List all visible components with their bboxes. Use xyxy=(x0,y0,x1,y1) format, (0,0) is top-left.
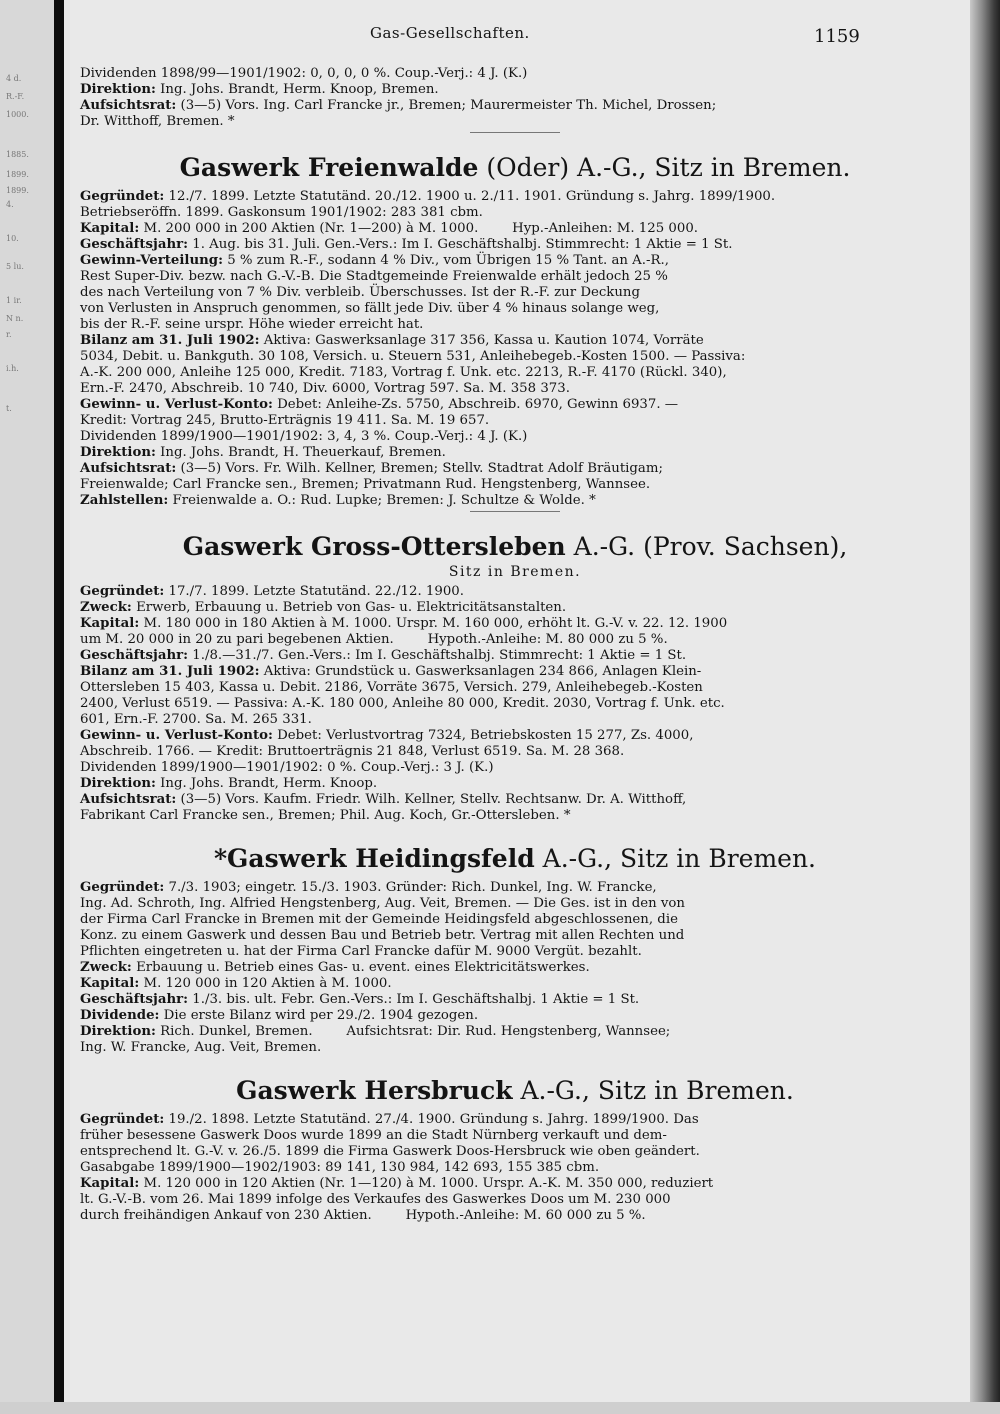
text-line: Direktion: Ing. Johs. Brandt, Herm. Knoop, Bremen. xyxy=(80,82,439,97)
text-line: A.-K. 200 000, Anleihe 125 000, Kredit. 7183, Vortrag f. Unk. etc. 2213, R.-F. 4170 (Rückl. 340), xyxy=(80,365,727,380)
gutter-fragment: t. xyxy=(6,404,12,413)
field-label: Gewinn- u. Verlust-Konto: xyxy=(80,728,273,743)
text-line: 5034, Debit. u. Bankguth. 30 108, Versich. u. Steuern 531, Anleihebegeb.-Kosten 1500. — Passiva: xyxy=(80,349,746,364)
text-line: bis der R.-F. seine urspr. Höhe wieder erreicht hat. xyxy=(80,317,424,332)
running-head: Gas-Gesellschaften. xyxy=(370,24,530,42)
entry-title xyxy=(80,153,950,183)
gutter-fragment: 4. xyxy=(6,200,14,209)
text-line: Aufsichtsrat: (3—5) Vors. Kaufm. Friedr. Wilh. Kellner, Stellv. Rechtsanw. Dr. A. Witthoff, xyxy=(80,792,687,807)
gutter-fragment: i.h. xyxy=(6,364,19,373)
company-name: *Gaswerk Heidingsfeld xyxy=(213,844,535,873)
gutter-fragment: N n. xyxy=(6,314,24,323)
entry-continuation xyxy=(80,66,950,133)
gutter-fragment: R.-F. xyxy=(6,92,25,101)
field-label: Gewinn-Verteilung: xyxy=(80,253,224,268)
separator-rule xyxy=(470,132,560,133)
field-label: Zweck: xyxy=(80,600,132,615)
text-line: 601, Ern.-F. 2700. Sa. M. 265 331. xyxy=(80,712,312,727)
field-label: Gewinn- u. Verlust-Konto: xyxy=(80,397,273,412)
text-line: Ing. W. Francke, Aug. Veit, Bremen. xyxy=(80,1040,322,1055)
text-line: Dr. Witthoff, Bremen. * xyxy=(80,114,235,129)
field-label: Kapital: xyxy=(80,616,140,631)
text-line: Zahlstellen: Freienwalde a. O.: Rud. Lupke; Bremen: J. Schultze & Wolde. * xyxy=(80,493,596,508)
text-column xyxy=(80,66,950,1224)
text-line: Dividenden 1899/1900—1901/1902: 0 %. Coup.-Verj.: 3 J. (K.) xyxy=(80,760,494,775)
text-line: Geschäftsjahr: 1. Aug. bis 31. Juli. Gen.-Vers.: Im I. Geschäftshalbj. Stimmrecht: 1 Aktie = 1 St. xyxy=(80,237,733,252)
company-name: Gaswerk Hersbruck xyxy=(236,1076,513,1105)
text-line: früher besessene Gaswerk Doos wurde 1899 an die Stadt Nürnberg verkauft und dem- xyxy=(80,1128,667,1143)
text-line: Betriebseröffn. 1899. Gaskonsum 1901/1902: 283 381 cbm. xyxy=(80,205,483,220)
field-label: Aufsichtsrat: xyxy=(80,98,177,113)
text-line: lt. G.-V.-B. vom 26. Mai 1899 infolge des Verkaufes des Gaswerkes Doos um M. 230 000 xyxy=(80,1192,671,1207)
text-line: Dividende: Die erste Bilanz wird per 29./2. 1904 gezogen. xyxy=(80,1008,479,1023)
text-line: Gewinn- u. Verlust-Konto: Debet: Verlustvortrag 7324, Betriebskosten 15 277, Zs. 4000, xyxy=(80,728,694,743)
entry-title xyxy=(80,1076,950,1106)
field-label: Kapital: xyxy=(80,976,140,991)
field-label: Bilanz am 31. Juli 1902: xyxy=(80,333,260,348)
text-line: Direktion: Ing. Johs. Brandt, Herm. Knoop. xyxy=(80,776,378,791)
text-line: Kapital: M. 120 000 in 120 Aktien à M. 1000. xyxy=(80,976,392,991)
entry-gaswerk-heidingsfeld xyxy=(80,844,950,1056)
entry-gaswerk-hersbruck xyxy=(80,1076,950,1224)
field-label: Direktion: xyxy=(80,776,156,791)
text-line: Freienwalde; Carl Francke sen., Bremen; Privatmann Rud. Hengstenberg, Wannsee. xyxy=(80,477,651,492)
separator-rule xyxy=(470,511,560,512)
gutter-fragment: 1000. xyxy=(6,110,29,119)
entry-subtitle: Sitz in Bremen. xyxy=(448,564,582,580)
gutter-fragment: 4 d. xyxy=(6,74,22,83)
title-tail: (Oder) A.-G., Sitz in Bremen. xyxy=(486,153,851,182)
field-label: Geschäftsjahr: xyxy=(80,992,189,1007)
field-label: Aufsichtsrat: xyxy=(80,461,177,476)
entry-title xyxy=(80,844,950,874)
field-label: Direktion: xyxy=(80,82,156,97)
field-label: Geschäftsjahr: xyxy=(80,237,189,252)
text-line: Gewinn- u. Verlust-Konto: Debet: Anleihe-Zs. 5750, Abschreib. 6970, Gewinn 6937. — xyxy=(80,397,679,412)
field-label: Direktion: xyxy=(80,1024,156,1039)
text-line: 2400, Verlust 6519. — Passiva: A.-K. 180 000, Anleihe 80 000, Kredit. 2030, Vortrag f. Unk. etc. xyxy=(80,696,725,711)
field-label: Gegründet: xyxy=(80,1112,165,1127)
text-line: Kredit: Vortrag 245, Brutto-Erträgnis 19 411. Sa. M. 19 657. xyxy=(80,413,490,428)
text-line: Kapital: M. 120 000 in 120 Aktien (Nr. 1—120) à M. 1000. Urspr. A.-K. M. 350 000, reduziert xyxy=(80,1176,714,1191)
text-line: Kapital: M. 200 000 in 200 Aktien (Nr. 1—200) à M. 1000. Hyp.-Anleihen: M. 125 000. xyxy=(80,221,699,236)
text-line: Gegründet: 17./7. 1899. Letzte Statutänd. 22./12. 1900. xyxy=(80,584,464,599)
left-gutter-margin xyxy=(0,0,64,1414)
company-name: Gaswerk Gross-Ottersleben xyxy=(182,532,566,561)
text-line: Rest Super-Div. bezw. nach G.-V.-B. Die Stadtgemeinde Freienwalde erhält jedoch 25 % xyxy=(80,269,668,284)
text-line: Zweck: Erbauung u. Betrieb eines Gas- u. event. eines Elektricitätswerkes. xyxy=(80,960,590,975)
text-line: der Firma Carl Francke in Bremen mit der Gemeinde Heidingsfeld abgeschlossenen, die xyxy=(80,912,678,927)
gutter-fragment: 5 lu. xyxy=(6,262,24,271)
text-line: Abschreib. 1766. — Kredit: Bruttoerträgnis 21 848, Verlust 6519. Sa. M. 28 368. xyxy=(80,744,625,759)
title-tail: A.-G., Sitz in Bremen. xyxy=(542,844,817,873)
field-label: Geschäftsjahr: xyxy=(80,648,189,663)
field-label: Kapital: xyxy=(80,1176,140,1191)
text-line: Bilanz am 31. Juli 1902: Aktiva: Grundstück u. Gaswerksanlagen 234 866, Anlagen Klein- xyxy=(80,664,702,679)
text-line: Dividenden 1898/99—1901/1902: 0, 0, 0, 0 %. Coup.-Verj.: 4 J. (K.) xyxy=(80,66,528,81)
text-line: Ern.-F. 2470, Abschreib. 10 740, Div. 6000, Vortrag 597. Sa. M. 358 373. xyxy=(80,381,570,396)
gutter-fragment: 1 ir. xyxy=(6,296,22,305)
text-line: des nach Verteilung von 7 % Div. verbleib. Überschusses. Ist der R.-F. zur Deckung xyxy=(80,285,641,300)
text-line: Geschäftsjahr: 1./3. bis. ult. Febr. Gen.-Vers.: Im I. Geschäftshalbj. 1 Aktie = 1 St. xyxy=(80,992,640,1007)
bottom-edge xyxy=(0,1402,1000,1414)
text-line: Pflichten eingetreten u. hat der Firma Carl Francke dafür M. 9000 Vergüt. bezahlt. xyxy=(80,944,642,959)
entry-gaswerk-gross-ottersleben xyxy=(80,532,950,824)
entry-title xyxy=(80,532,950,562)
text-line: entsprechend lt. G.-V. v. 26./5. 1899 die Firma Gaswerk Doos-Hersbruck wie oben geändert. xyxy=(80,1144,700,1159)
title-tail: A.-G. (Prov. Sachsen), xyxy=(573,532,848,561)
field-label: Zweck: xyxy=(80,960,132,975)
text-line: durch freihändigen Ankauf von 230 Aktien. Hypoth.-Anleihe: M. 60 000 zu 5 %. xyxy=(80,1208,646,1223)
text-line: Gewinn-Verteilung: 5 % zum R.-F., sodann 4 % Div., vom Übrigen 15 % Tant. an A.-R., xyxy=(80,253,669,268)
field-label: Gegründet: xyxy=(80,189,165,204)
text-line: Gasabgabe 1899/1900—1902/1903: 89 141, 130 984, 142 693, 155 385 cbm. xyxy=(80,1160,600,1175)
text-line: Bilanz am 31. Juli 1902: Aktiva: Gaswerksanlage 317 356, Kassa u. Kaution 1074, Vorräte xyxy=(80,333,704,348)
company-name: Gaswerk Freienwalde xyxy=(179,153,479,182)
text-line: Geschäftsjahr: 1./8.—31./7. Gen.-Vers.: Im I. Geschäftshalbj. Stimmrecht: 1 Aktie = 1 St. xyxy=(80,648,687,663)
right-binding-shadow xyxy=(970,0,1000,1414)
field-label: Kapital: xyxy=(80,221,140,236)
field-label: Gegründet: xyxy=(80,584,165,599)
text-line: Direktion: Ing. Johs. Brandt, H. Theuerkauf, Bremen. xyxy=(80,445,446,460)
entry-gaswerk-freienwalde xyxy=(80,153,950,512)
title-tail: A.-G., Sitz in Bremen. xyxy=(520,1076,794,1105)
gutter-fragment: 1885. xyxy=(6,150,29,159)
text-line: um M. 20 000 in 20 zu pari begebenen Aktien. Hypoth.-Anleihe: M. 80 000 zu 5 %. xyxy=(80,632,668,647)
text-line: Ing. Ad. Schroth, Ing. Alfried Hengstenberg, Aug. Veit, Bremen. — Die Ges. ist in den von xyxy=(80,896,685,911)
text-line: Ottersleben 15 403, Kassa u. Debit. 2186, Vorräte 3675, Versich. 279, Anleihebegeb.-Kosten xyxy=(80,680,703,695)
text-line: Konz. zu einem Gaswerk und dessen Bau und Betrieb betr. Vertrag mit allen Rechten und xyxy=(80,928,685,943)
text-line: Direktion: Rich. Dunkel, Bremen. Aufsichtsrat: Dir. Rud. Hengstenberg, Wannsee; xyxy=(80,1024,671,1039)
text-line: Fabrikant Carl Francke sen., Bremen; Phil. Aug. Koch, Gr.-Ottersleben. * xyxy=(80,808,571,823)
gutter-fragment: 1899. xyxy=(6,186,29,195)
text-line: von Verlusten in Anspruch genommen, so fällt jede Div. über 4 % hinaus solange weg, xyxy=(80,301,660,316)
page-number: 1159 xyxy=(814,26,860,47)
field-label: Aufsichtsrat: xyxy=(80,792,177,807)
text-line: Gegründet: 19./2. 1898. Letzte Statutänd. 27./4. 1900. Gründung s. Jahrg. 1899/1900. Das xyxy=(80,1112,699,1127)
text-line: Zweck: Erwerb, Erbauung u. Betrieb von Gas- u. Elektricitätsanstalten. xyxy=(80,600,567,615)
text-line: Aufsichtsrat: (3—5) Vors. Fr. Wilh. Kellner, Bremen; Stellv. Stadtrat Adolf Bräutigam; xyxy=(80,461,663,476)
text-line: Kapital: M. 180 000 in 180 Aktien à M. 1000. Urspr. M. 160 000, erhöht lt. G.-V. v. 22. 12. 1900 xyxy=(80,616,728,631)
field-label: Bilanz am 31. Juli 1902: xyxy=(80,664,260,679)
text-line: Dividenden 1899/1900—1901/1902: 3, 4, 3 %. Coup.-Verj.: 4 J. (K.) xyxy=(80,429,528,444)
gutter-fragment: 10. xyxy=(6,234,19,243)
gutter-fragment: r. xyxy=(6,330,12,339)
text-line: Gegründet: 7./3. 1903; eingetr. 15./3. 1903. Gründer: Rich. Dunkel, Ing. W. Francke, xyxy=(80,880,657,895)
field-label: Zahlstellen: xyxy=(80,493,169,508)
field-label: Direktion: xyxy=(80,445,156,460)
gutter-fragment: 1899. xyxy=(6,170,29,179)
text-line: Aufsichtsrat: (3—5) Vors. Ing. Carl Francke jr., Bremen; Maurermeister Th. Michel, Drossen; xyxy=(80,98,717,113)
field-label: Gegründet: xyxy=(80,880,165,895)
field-label: Dividende: xyxy=(80,1008,160,1023)
text-line: Gegründet: 12./7. 1899. Letzte Statutänd. 20./12. 1900 u. 2./11. 1901. Gründung s. Jahrg. 1899/1900. xyxy=(80,189,776,204)
